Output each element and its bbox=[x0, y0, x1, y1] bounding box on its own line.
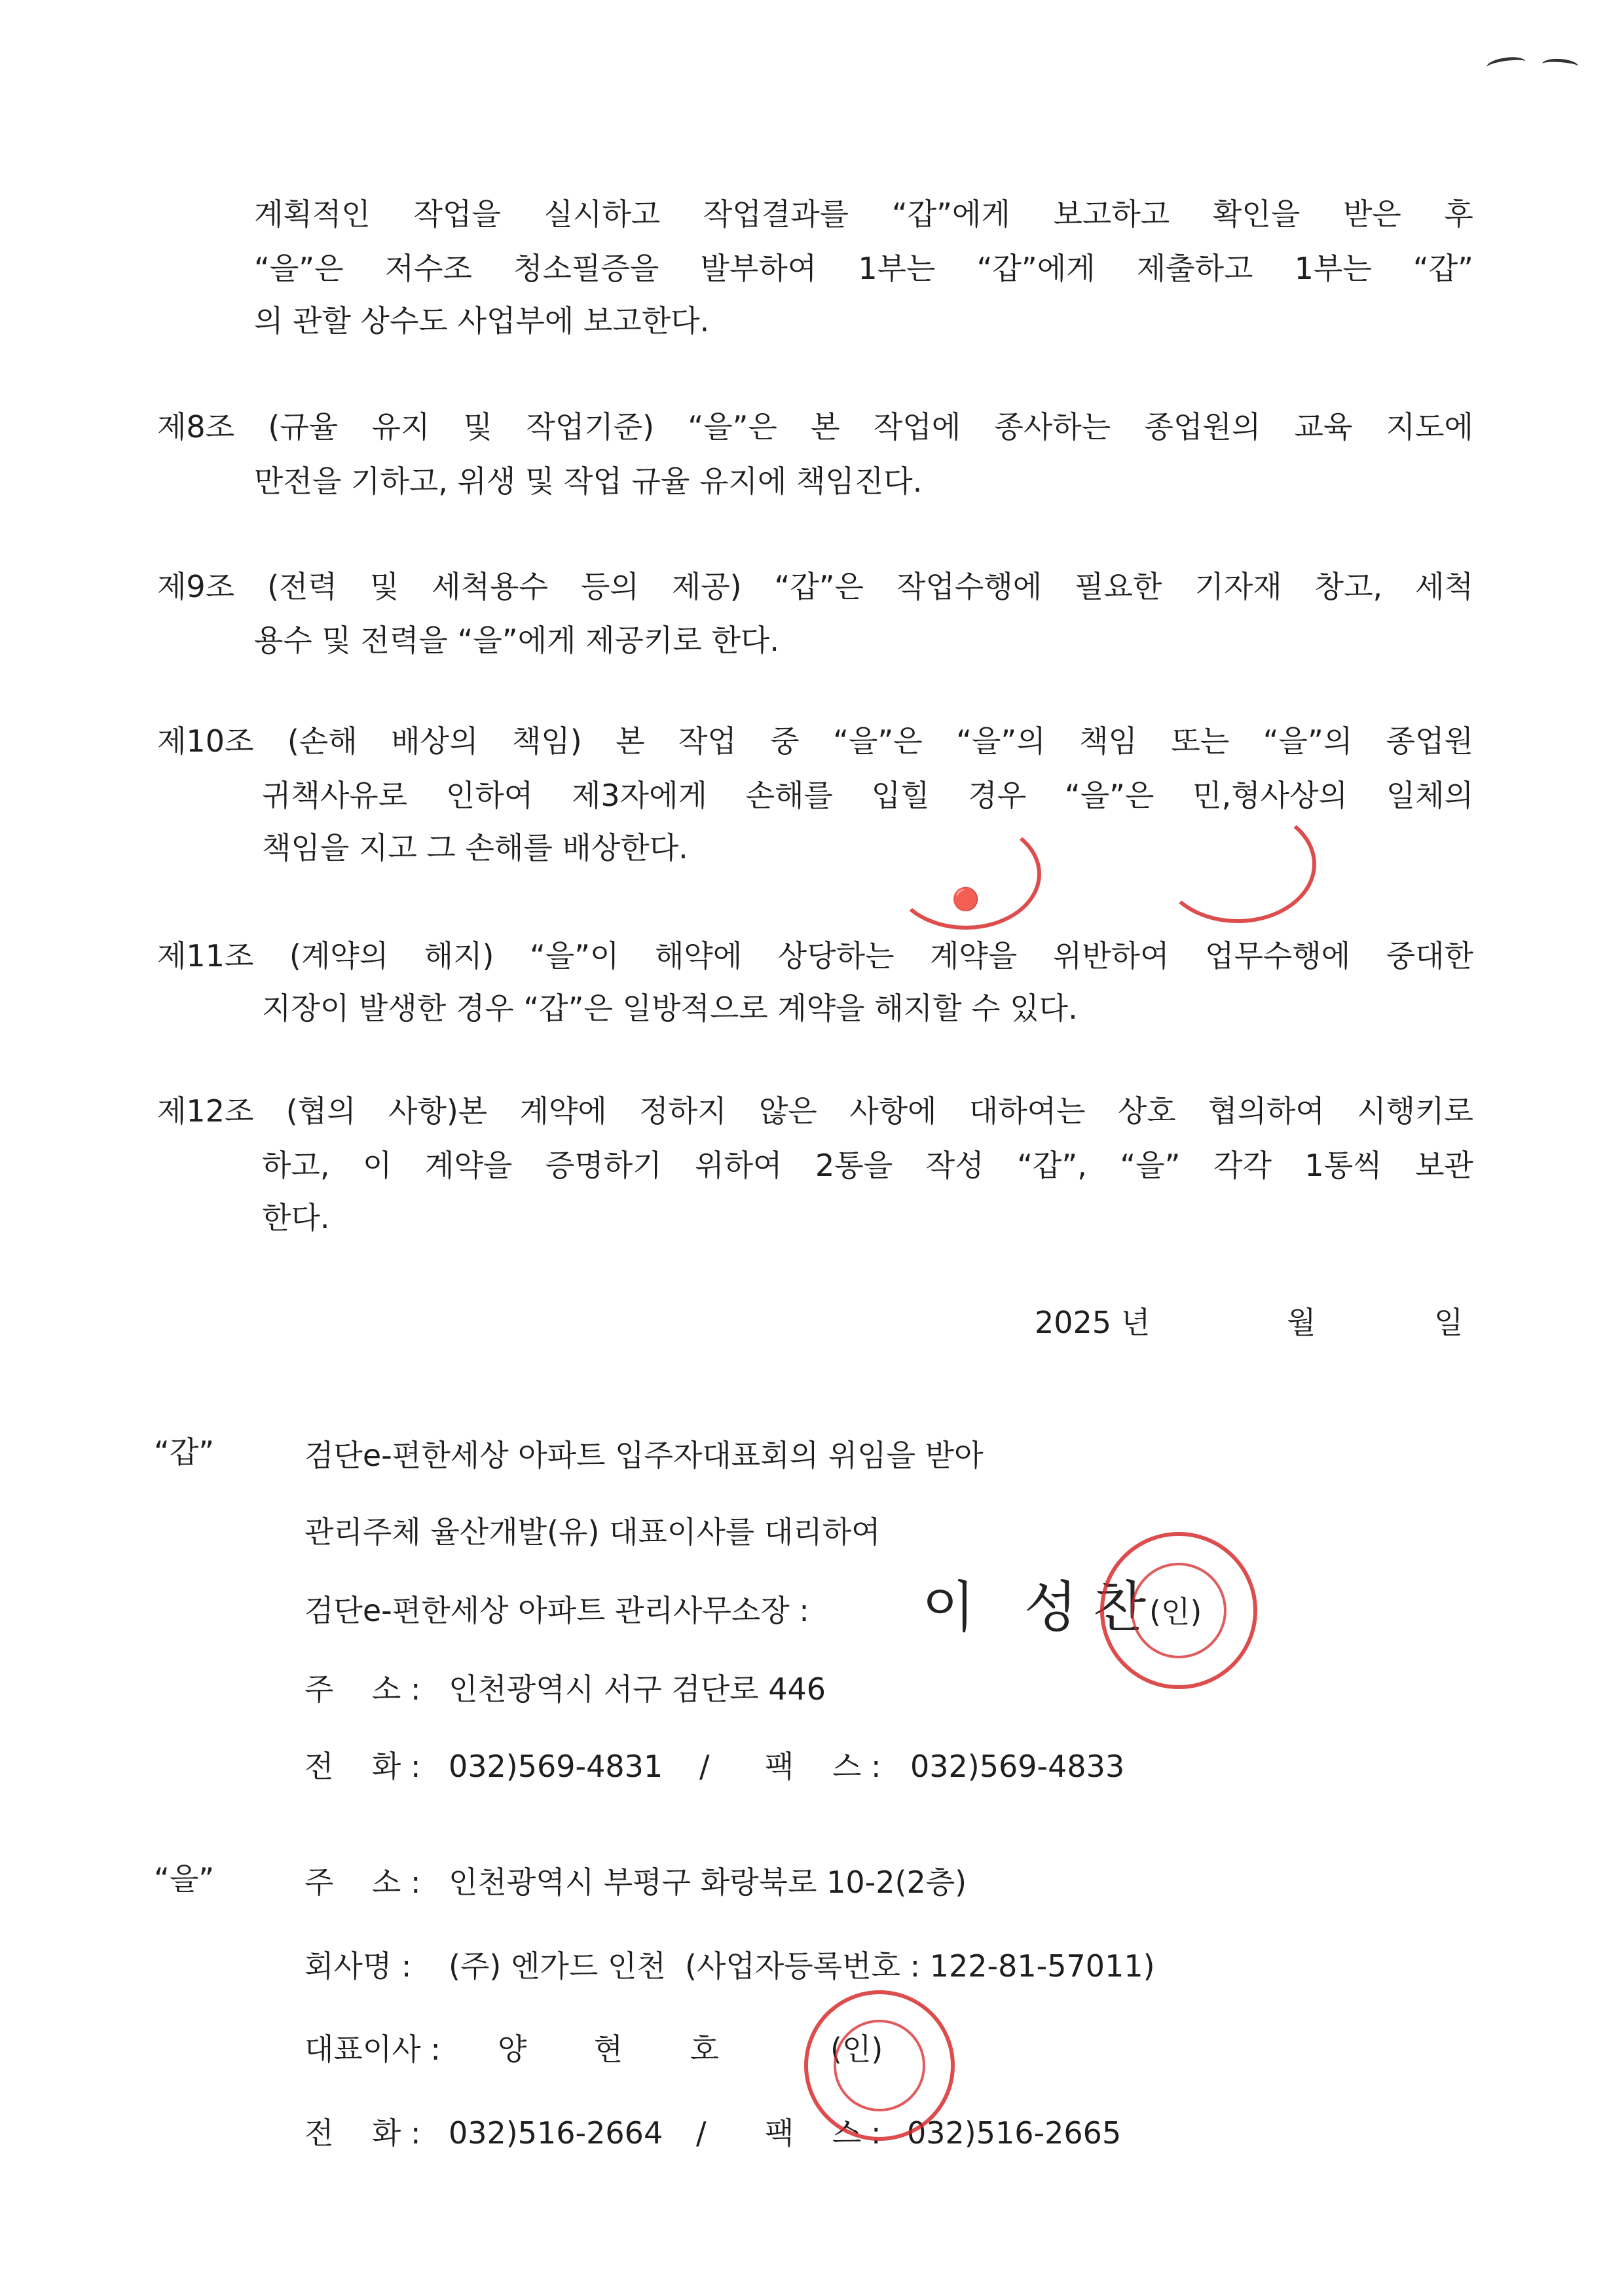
party-a-phone-label: 전 화 : bbox=[304, 1749, 421, 1784]
party-a-tag: “갑” bbox=[154, 1434, 215, 1470]
party-a-address: 인천광역시 서구 검단로 446 bbox=[449, 1671, 826, 1707]
party-b-company-label: 회사명 : bbox=[304, 1948, 412, 1984]
party-b-ceo: 양 현 호 bbox=[498, 2032, 720, 2067]
party-a-fax: 032)569-4833 bbox=[910, 1749, 1125, 1784]
party-a-seal-mark: (인) bbox=[1149, 1594, 1202, 1630]
clause-10-line: 제10조 (손해 배상의 책임) 본 작업 중 “을”은 “을”의 책임 또는 “을”의 종업원 bbox=[157, 723, 1473, 759]
clause-11-line: 제11조 (계약의 해지) “을”이 해약에 상당하는 계약을 위반하여 업무수행에 중대한 bbox=[157, 938, 1473, 974]
clause-11-line: 지장이 발생한 경우 “갑”은 일방적으로 계약을 해지할 수 있다. bbox=[262, 991, 1078, 1026]
date-year-label: 년 bbox=[1121, 1305, 1151, 1340]
party-a-line: 검단e-편한세상 아파트 입주자대표회의 위임을 받아 bbox=[304, 1438, 984, 1473]
party-b-phone-label: 전 화 : bbox=[304, 2115, 421, 2151]
party-a-line: 검단e-편한세상 아파트 관리사무소장 : bbox=[304, 1593, 809, 1628]
clause-8-line: 제8조 (규율 유지 및 작업기준) “을”은 본 작업에 종사하는 종업원의 교육 지도에 bbox=[157, 409, 1473, 445]
clause-7-line: 계획적인 작업을 실시하고 작업결과를 “갑”에게 보고하고 확인을 받은 후 bbox=[254, 196, 1473, 232]
clause-7-line: “을”은 저수조 청소필증을 발부하여 1부는 “갑”에게 제출하고 1부는 “갑” bbox=[254, 251, 1473, 286]
seal-stamp-fragment bbox=[1159, 805, 1316, 923]
clause-7-line: 의 관할 상수도 사업부에 보고한다. bbox=[254, 303, 710, 338]
clause-9-line: 용수 및 전력을 “을”에게 제공키로 한다. bbox=[254, 623, 779, 658]
party-b-separator: / bbox=[696, 2115, 707, 2151]
date-year: 2025 bbox=[1035, 1305, 1112, 1340]
clause-8-line: 만전을 기하고, 위생 및 작업 규율 유지에 책임진다. bbox=[254, 464, 923, 499]
party-b-address-label: 주 소 : bbox=[304, 1865, 421, 1900]
party-a-separator: / bbox=[699, 1749, 710, 1784]
party-a-phone: 032)569-4831 bbox=[449, 1749, 663, 1784]
party-a-signature: 이 성찬 bbox=[922, 1575, 1162, 1639]
party-b-seal-mark: (인) bbox=[830, 2032, 883, 2067]
scan-mark bbox=[1486, 55, 1526, 74]
party-a-address-label: 주 소 : bbox=[304, 1671, 421, 1707]
clause-10-line: 책임을 지고 그 손해를 배상한다. bbox=[262, 830, 688, 866]
date-month-label: 월 bbox=[1287, 1305, 1316, 1340]
date-day-label: 일 bbox=[1434, 1305, 1464, 1340]
clause-12-line: 하고, 이 계약을 증명하기 위하여 2통을 작성 “갑”, “을” 각각 1통씩 보관 bbox=[262, 1148, 1473, 1183]
party-b-tag: “을” bbox=[154, 1861, 215, 1897]
party-b-fax-label: 팩 스 : bbox=[765, 2115, 881, 2151]
clause-12-line: 제12조 (협의 사항)본 계약에 정하지 않은 사항에 대하여는 상호 협의하여 시행키로 bbox=[157, 1093, 1473, 1129]
party-a-seal-stamp bbox=[1100, 1532, 1257, 1689]
party-b-address: 인천광역시 부평구 화랑북로 10-2(2층) bbox=[449, 1865, 967, 1900]
party-a-line: 관리주체 율산개발(유) 대표이사를 대리하여 bbox=[304, 1514, 881, 1550]
party-b-company: (주) 엔가드 인천 (사업자등록번호 : 122-81-57011) bbox=[449, 1948, 1155, 1984]
party-a-fax-label: 팩 스 : bbox=[765, 1749, 881, 1784]
clause-10-line: 귀책사유로 인하여 제3자에게 손해를 입힐 경우 “을”은 민,형사상의 일체의 bbox=[262, 778, 1473, 813]
party-b-ceo-label: 대표이사 : bbox=[304, 2032, 441, 2067]
party-b-seal-stamp bbox=[804, 1990, 955, 2141]
scan-mark bbox=[1541, 58, 1578, 73]
clause-12-line: 한다. bbox=[262, 1200, 330, 1235]
seal-stamp-fragment: 🔴 bbox=[891, 818, 1041, 930]
party-b-fax: 032)516-2665 bbox=[907, 2115, 1122, 2151]
party-b-phone: 032)516-2664 bbox=[449, 2115, 663, 2151]
clause-9-line: 제9조 (전력 및 세척용수 등의 제공) “갑”은 작업수행에 필요한 기자재 창고, 세척 bbox=[157, 569, 1473, 604]
